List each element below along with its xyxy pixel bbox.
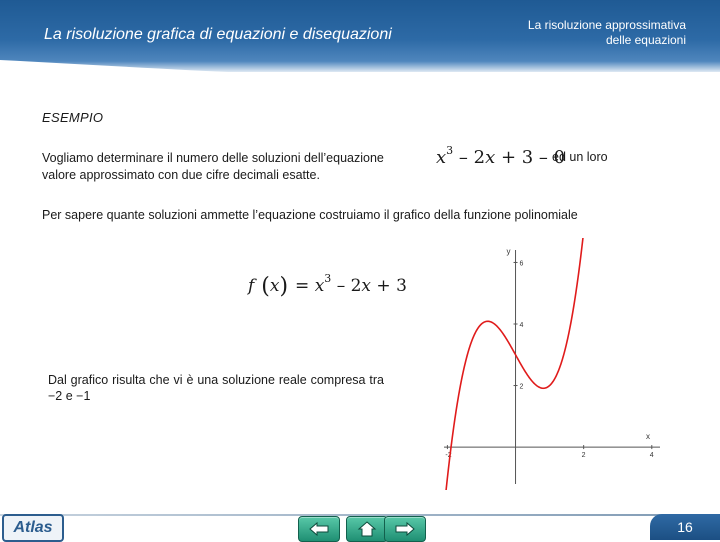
home-button[interactable] (346, 516, 388, 542)
section-title-line1: La risoluzione approssimativa (527, 18, 686, 32)
header-bar (0, 0, 720, 72)
func-equals: = (295, 276, 315, 296)
func-var-x2: x (361, 276, 372, 296)
y-tick-label: 6 (519, 260, 524, 268)
function-plot (440, 238, 670, 490)
eq-term-b: – 2 (453, 147, 486, 168)
func-exponent: 3 (324, 272, 332, 285)
section-title (466, 18, 686, 48)
func-arg: x (269, 276, 280, 296)
page-number: 16 (650, 514, 720, 540)
func-term-b: – 2 (331, 276, 362, 296)
home-icon (357, 520, 377, 538)
footer-bar (0, 500, 720, 540)
intro-tail: ed un loro (552, 150, 608, 164)
y-tick-label: 4 (519, 322, 524, 329)
arrow-left-icon (308, 521, 330, 537)
intro-line2: valore approssimato con due cifre decimali esatte. (42, 168, 320, 182)
slide-title: La risoluzione grafica di equazioni e disequazioni (44, 26, 392, 43)
atlas-logo: Atlas (2, 514, 64, 542)
main-equation (436, 144, 565, 168)
y-tick-label: 2 (519, 383, 524, 391)
y-axis-label: y (506, 247, 511, 256)
eq-exponent: 3 (446, 144, 454, 157)
eq-var-x: x (436, 147, 447, 168)
x-tick-label: 2 (581, 452, 586, 460)
arrow-right-icon (394, 521, 416, 537)
section-title-line2: delle equazioni (605, 33, 686, 47)
previous-button[interactable] (298, 516, 340, 542)
conclusion-text: Dal grafico risulta che vi è una soluzione reale compresa tra −2 e −1 (48, 373, 384, 403)
function-curve (446, 238, 584, 490)
next-button[interactable] (384, 516, 426, 542)
example-label: ESEMPIO (42, 110, 104, 125)
func-var-x: x (314, 276, 325, 296)
x-axis-label: x (646, 432, 650, 442)
eq-term-d: + 3 – 0 (495, 147, 566, 168)
func-name: f (248, 276, 255, 296)
graph-intro-paragraph: Per sapere quante soluzioni ammette l’equazione costruiamo il grafico della funzione polinomiale (42, 208, 578, 222)
eq-var-x2: x (485, 147, 496, 168)
x-tick-label: 4 (649, 452, 654, 460)
func-term-d: + 3 (371, 276, 407, 296)
intro-line1: Vogliamo determinare il numero delle soluzioni dell’equazione (42, 151, 384, 165)
x-tick-label: -2 (445, 452, 452, 460)
function-definition: f $(x) = x^3 - 2x + 3$ (248, 272, 407, 299)
